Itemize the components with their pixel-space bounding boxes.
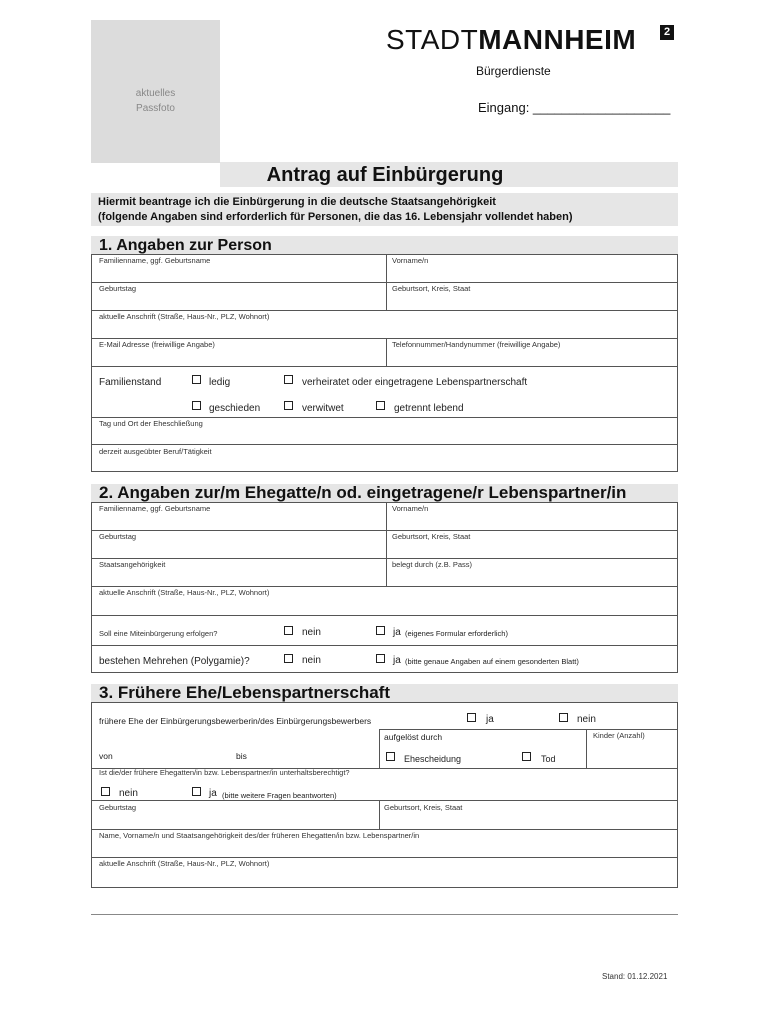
email-field[interactable]: E-Mail Adresse (freiwillige Angabe) [99,340,215,349]
miteinbuergerung-label: Soll eine Miteinbürgerung erfolgen? [99,629,218,638]
ledig-checkbox[interactable] [192,375,201,384]
unterhalt-nein-checkbox[interactable] [101,787,110,796]
unterhalt-nein-label: nein [119,788,138,799]
mehrehen-ja-label: ja [393,655,401,666]
miteinbuergerung-ja-note: (eigenes Formular erforderlich) [405,629,508,638]
divider [91,338,678,339]
divider [379,729,380,769]
ehescheidung-label: Ehescheidung [404,754,462,764]
geburtstag-field[interactable]: Geburtstag [99,284,137,293]
miteinbuergerung-nein-label: nein [302,627,321,638]
verwitwet-checkbox[interactable] [284,401,293,410]
divider [379,729,678,730]
divider [91,829,678,830]
familienname-field[interactable]: Familienname, ggf. Geburtsname [99,256,211,265]
geschieden-label: geschieden [209,403,261,414]
familienstand-label: Familienstand [99,377,162,388]
verheiratet-checkbox[interactable] [284,375,293,384]
unterhalt-ja-note: (bitte weitere Fragen beantworten) [222,791,337,800]
logo-mark-icon: 2 [660,25,674,40]
photo-label-line2: Passfoto [136,103,175,114]
form-version-date: Stand: 01.12.2021 [602,972,668,981]
section1-title: 1. Angaben zur Person [99,237,272,254]
divider [586,729,587,769]
geburtsort-field[interactable]: Geburtsort, Kreis, Staat [392,284,471,293]
divider [91,586,678,587]
divider [386,254,387,310]
section3-title: 3. Frühere Ehe/Lebenspartnerschaft [99,683,390,702]
getrennt-label: getrennt lebend [394,403,464,414]
partner-geburtstag-field[interactable]: Geburtstag [99,532,137,541]
von-field[interactable]: von [99,751,113,761]
unterhalt-ja-checkbox[interactable] [192,787,201,796]
miteinbuergerung-ja-label: ja [393,627,401,638]
divider [91,444,678,445]
partner-familienname-field[interactable]: Familienname, ggf. Geburtsname [99,504,211,513]
tod-label: Tod [541,754,556,764]
getrennt-checkbox[interactable] [376,401,385,410]
frueher-geburtsort-field[interactable]: Geburtsort, Kreis, Staat [384,803,463,812]
divider [91,366,678,367]
divider [91,417,678,418]
bis-field[interactable]: bis [236,751,247,761]
ledig-label: ledig [209,377,231,388]
photo-label-line1: aktuelles [135,88,176,99]
divider [91,615,678,616]
mehrehen-ja-note: (bitte genaue Angaben auf einem gesonderten Blatt) [405,657,579,666]
divider [386,338,387,366]
miteinbuergerung-nein-checkbox[interactable] [284,626,293,635]
divider [91,282,678,283]
beruf-field[interactable]: derzeit ausgeübter Beruf/Tätigkeit [99,447,212,456]
frueher-anschrift-field[interactable]: aktuelle Anschrift (Straße, Haus-Nr., PLZ, Wohnort) [99,859,270,868]
intro-text [98,195,573,225]
partner-vorname-field[interactable]: Vorname/n [392,504,429,513]
intro-line1: Hiermit beantrage ich die Einbürgerung in die deutsche Staatsangehörigkeit [98,196,496,208]
aufgeloest-label: aufgelöst durch [384,732,443,742]
eingang-field[interactable]: Eingang: ___________________ [478,100,671,115]
divider [91,558,678,559]
footer-divider [91,914,678,915]
intro-line2: (folgende Angaben sind erforderlich für Personen, die das 16. Lebensjahr vollendet haben) [98,211,573,223]
mehrehen-nein-label: nein [302,655,321,666]
partner-belegt-field[interactable]: belegt durch (z.B. Pass) [392,560,473,569]
divider [91,310,678,311]
unterhalt-label: Ist die/der frühere Ehegatten/in bzw. Lebenspartner/in unterhaltsberechtigt? [99,768,350,777]
logo-subtitle: Bürgerdienste [476,64,551,78]
divider [91,645,678,646]
divider [91,530,678,531]
page-title: Antrag auf Einbürgerung [266,164,504,186]
section2-title: 2. Angaben zur/m Ehegatte/n od. eingetragene/r Lebenspartner/in [99,483,627,502]
logo-stadt: STADT [386,24,479,55]
eheschliessung-field[interactable]: Tag und Ort der Eheschließung [99,419,203,428]
fruehere-ehe-ja-label: ja [486,714,494,725]
verheiratet-label: verheiratet oder eingetragene Lebenspartnerschaft [302,377,528,388]
fruehere-ehe-label: frühere Ehe der Einbürgerungsbewerberin/des Einbürgerungsbewerbers [99,716,372,726]
frueher-name-field[interactable]: Name, Vorname/n und Staatsangehörigkeit des/der früheren Ehegatten/in bzw. Lebenspartner/in [99,831,420,840]
fruehere-ehe-nein-checkbox[interactable] [559,713,568,722]
tod-checkbox[interactable] [522,752,531,761]
logo-mannheim: MANNHEIM [478,24,637,55]
partner-geburtsort-field[interactable]: Geburtsort, Kreis, Staat [392,532,471,541]
mehrehen-nein-checkbox[interactable] [284,654,293,663]
divider [91,857,678,858]
mehrehen-ja-checkbox[interactable] [376,654,385,663]
photo-label [91,86,220,116]
telefon-field[interactable]: Telefonnummer/Handynummer (freiwillige Angabe) [392,340,561,349]
verwitwet-label: verwitwet [302,403,344,414]
vorname-field[interactable]: Vorname/n [392,256,429,265]
miteinbuergerung-ja-checkbox[interactable] [376,626,385,635]
fruehere-ehe-nein-label: nein [577,714,596,725]
mehrehen-label: bestehen Mehrehen (Polygamie)? [99,656,250,667]
ehescheidung-checkbox[interactable] [386,752,395,761]
geschieden-checkbox[interactable] [192,401,201,410]
kinder-field[interactable]: Kinder (Anzahl) [593,731,645,740]
divider [379,800,380,829]
divider [91,800,678,801]
partner-anschrift-field[interactable]: aktuelle Anschrift (Straße, Haus-Nr., PLZ, Wohnort) [99,588,270,597]
section1-box [91,254,678,472]
frueher-geburtstag-field[interactable]: Geburtstag [99,803,137,812]
partner-staatsangehoerigkeit-field[interactable]: Staatsangehörigkeit [99,560,166,569]
anschrift-field[interactable]: aktuelle Anschrift (Straße, Haus-Nr., PLZ, Wohnort) [99,312,270,321]
city-logo [386,24,636,56]
divider [386,502,387,586]
unterhalt-ja-label: ja [209,788,217,799]
fruehere-ehe-ja-checkbox[interactable] [467,713,476,722]
